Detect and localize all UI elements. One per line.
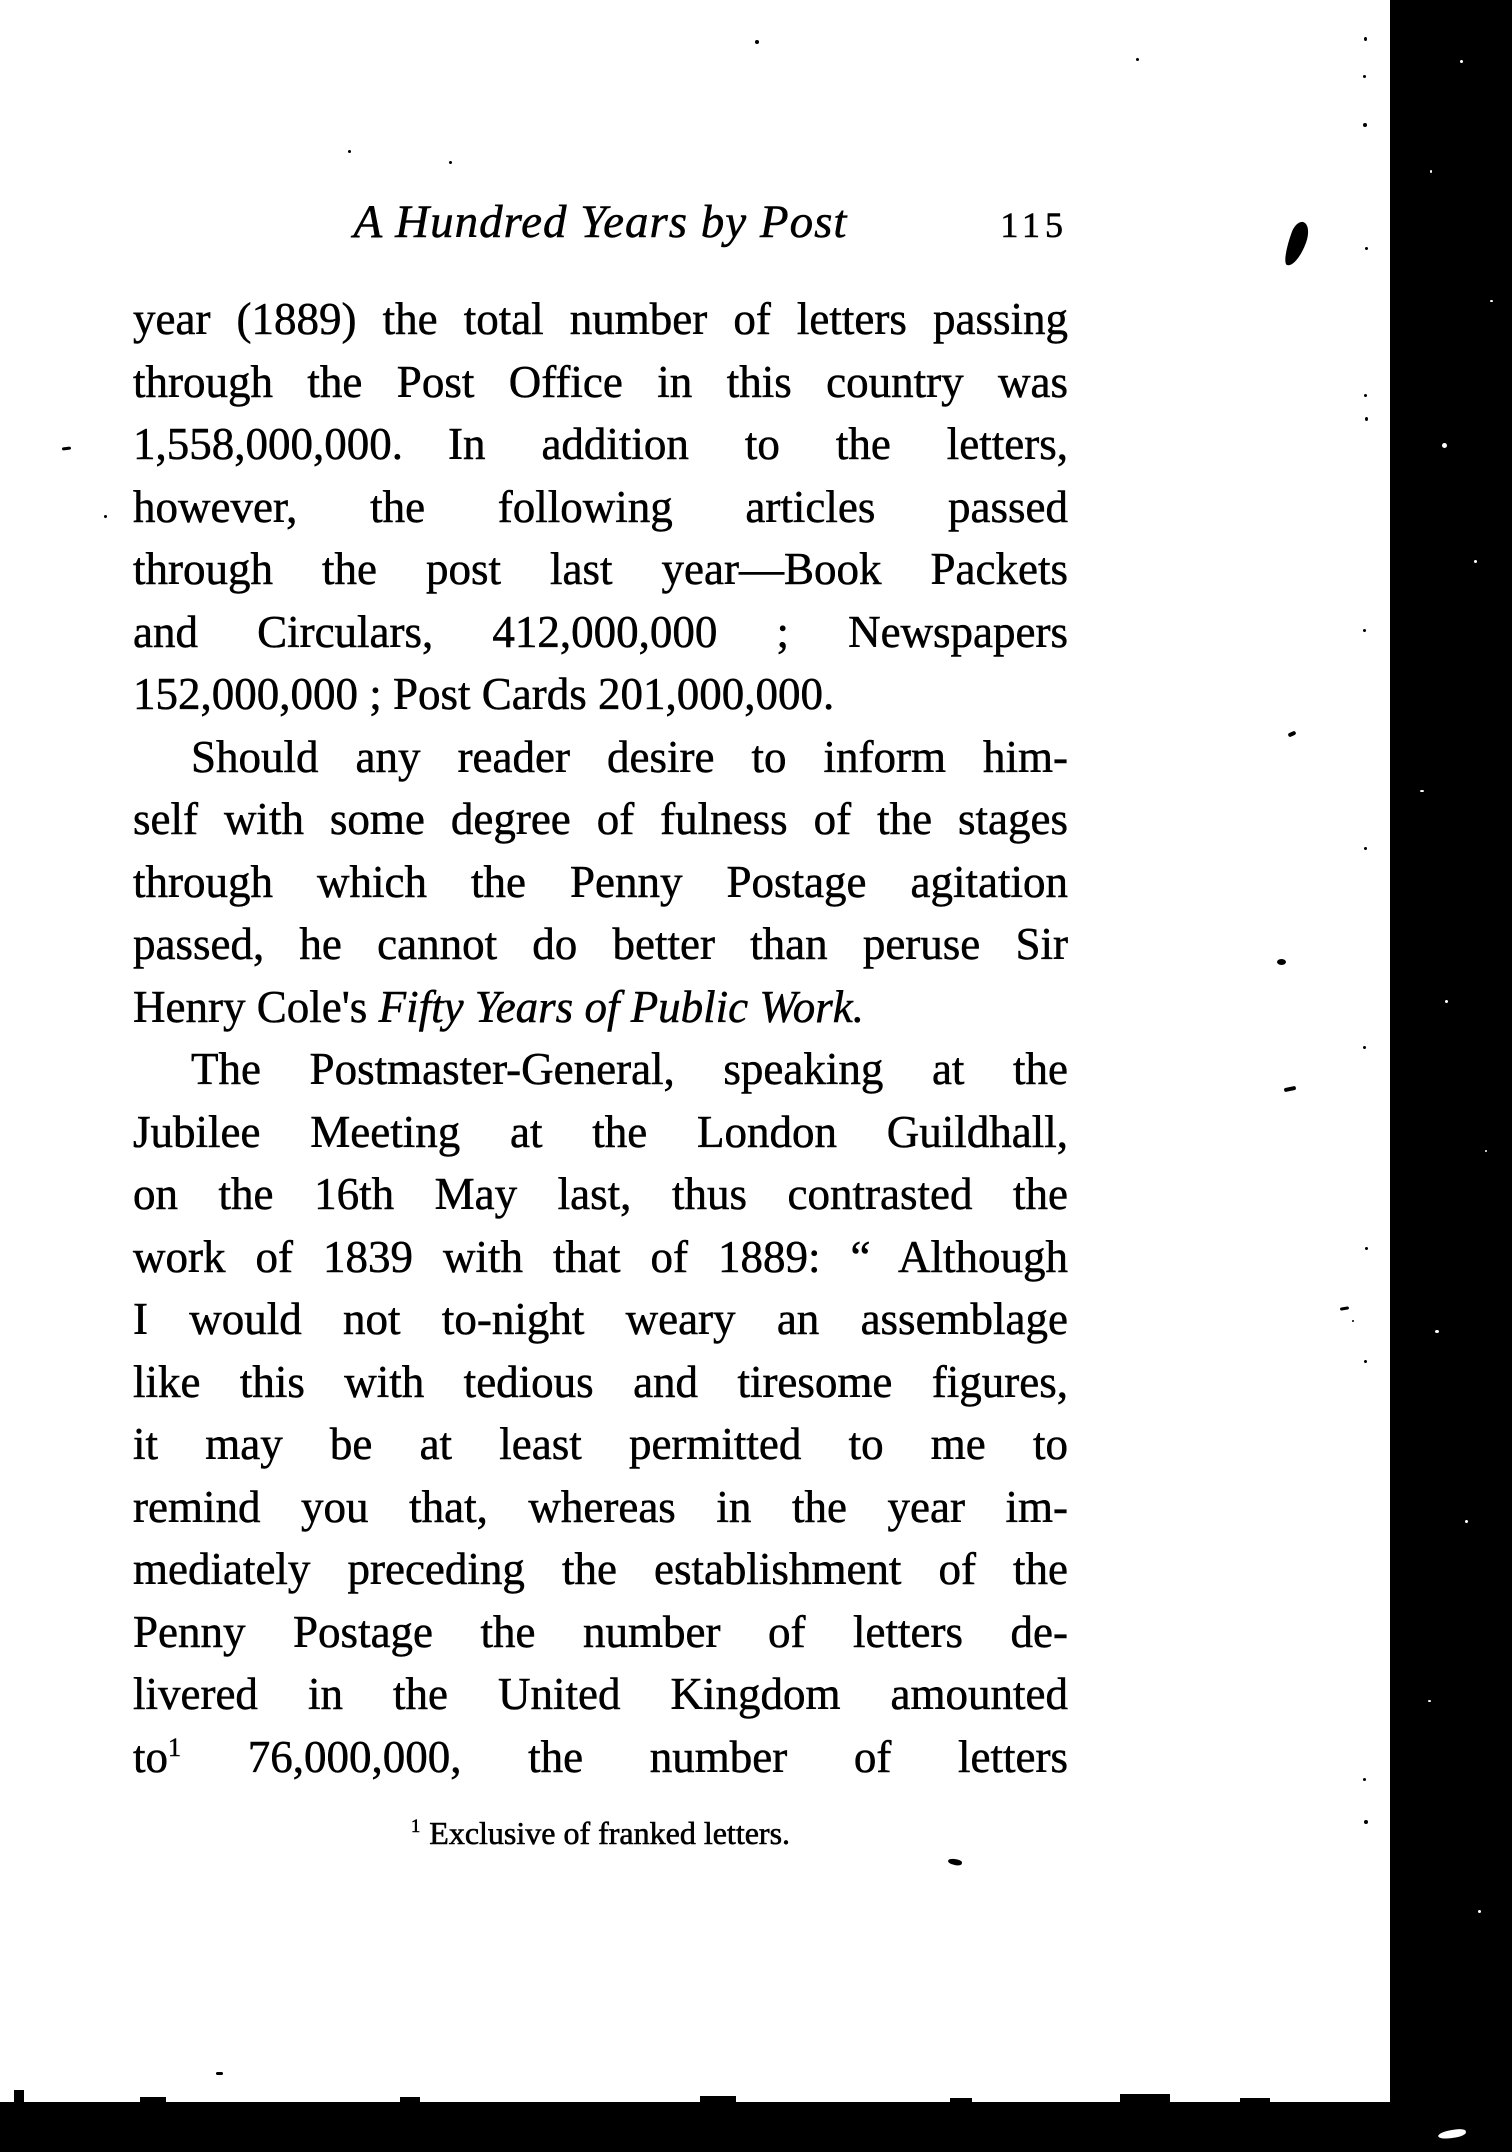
text-line [133, 1038, 1068, 1101]
speck [62, 446, 71, 450]
text-segment: 1,558,000,000. In addition to the letters, [133, 419, 1068, 469]
scan-noise-dot [1490, 300, 1493, 302]
page-number: 115 [1000, 205, 1068, 245]
speck [1284, 1086, 1297, 1092]
speck [755, 40, 759, 44]
scan-edge-bump [1120, 2094, 1170, 2103]
text-line [133, 851, 1068, 914]
text-segment: Penny Postage the number of letters de- [133, 1606, 1068, 1657]
text-line [133, 351, 1068, 414]
text-line [133, 601, 1068, 664]
text-line [133, 1413, 1068, 1476]
speck [1352, 1320, 1354, 1322]
speck [1365, 247, 1368, 250]
running-title: A Hundred Years by Post [353, 196, 848, 248]
text-line [133, 1476, 1068, 1539]
text-line [133, 538, 1068, 601]
running-header [133, 192, 1068, 255]
scan-noise-dot [1445, 1000, 1448, 1003]
scan-noise-dot [1478, 1910, 1481, 1913]
speck [1288, 730, 1297, 737]
scan-gutter-band [1390, 0, 1512, 2152]
text-segment: year (1889) the total number of letters passing [133, 294, 1068, 344]
speck [1364, 1820, 1368, 1824]
scan-noise-dot [1465, 1520, 1468, 1523]
scan-edge-bump [400, 2097, 420, 2103]
text-line [133, 1101, 1068, 1164]
text-line [133, 788, 1068, 851]
speck [1365, 1247, 1368, 1250]
text-segment: to [133, 1731, 169, 1782]
text-segment: The Postmaster-General, speaking at the [191, 1044, 1068, 1094]
text-line [133, 1226, 1068, 1289]
text-segment: self with some degree of fulness of the stages [133, 794, 1068, 844]
scan-noise-dot [1485, 1150, 1487, 1152]
text-segment: Henry Cole's [133, 981, 379, 1032]
text-segment: livered in the United Kingdom amounted [133, 1669, 1068, 1719]
text-segment: 152,000,000 ; Post Cards 201,000,000. [133, 669, 835, 719]
text-segment: through which the Penny Postage agitation [133, 856, 1068, 907]
text-line [133, 1663, 1068, 1726]
text-line [133, 288, 1068, 351]
scan-edge-bump [140, 2097, 166, 2103]
speck [449, 161, 452, 164]
text-segment: passed, he cannot do better than peruse Sir [133, 919, 1068, 969]
scan-bottom-band [0, 2102, 1512, 2152]
speck [1363, 75, 1366, 78]
text-line [133, 1538, 1068, 1601]
text-line [133, 913, 1068, 976]
text-line [133, 976, 1068, 1039]
text-segment: on the 16th May last, thus contrasted the [133, 1169, 1068, 1219]
scan-edge-bump [14, 2090, 24, 2102]
footnote-marker: 1 [410, 1816, 421, 1838]
text-line [133, 1288, 1068, 1351]
speck [348, 150, 351, 153]
scan-noise-dot [1442, 443, 1447, 448]
text-segment: however, the following articles passed [133, 481, 1068, 532]
scan-noise-dot [1420, 790, 1424, 792]
text-segment: I would not to-night weary an assemblage [133, 1294, 1068, 1344]
scan-noise-dot [1428, 1700, 1431, 1702]
speck [1364, 394, 1367, 397]
scan-noise-dot [1435, 1330, 1439, 1333]
speck [1365, 417, 1368, 421]
speck [216, 2072, 223, 2075]
speck [948, 1858, 963, 1867]
text-line [133, 663, 1068, 726]
speck [1363, 1046, 1366, 1049]
text-segment: Jubilee Meeting at the London Guildhall, [133, 1106, 1068, 1157]
text-segment: work of 1839 with that of 1889: “ Although [133, 1231, 1068, 1282]
scan-noise-dot [1460, 60, 1463, 63]
text-segment: like this with tedious and tiresome figures, [133, 1356, 1068, 1407]
speck [1363, 1778, 1366, 1781]
speck [1363, 123, 1367, 127]
text-segment: through the post last year—Book Packets [133, 544, 1068, 594]
footnote-reference: 1 [168, 1732, 182, 1762]
text-line [133, 413, 1068, 476]
footnote [133, 1812, 1068, 1854]
scan-edge-bump [700, 2096, 736, 2103]
text-segment: through the Post Office in this country was [133, 356, 1068, 407]
scan-edge-bump [1240, 2098, 1270, 2103]
header-spacer-right [847, 195, 1068, 255]
text-segment: Should any reader desire to inform him- [191, 731, 1068, 782]
speck [1136, 58, 1139, 61]
scan-noise-dot [1474, 560, 1477, 563]
ink-blot [1281, 219, 1313, 268]
footnote-text: Exclusive of franked letters. [429, 1815, 791, 1851]
text-segment: it may be at least permitted to me to [133, 1419, 1068, 1469]
text-segment: 76,000,000, the number of letters [181, 1731, 1068, 1782]
speck [1364, 847, 1367, 850]
scan-noise-dot [1430, 170, 1432, 173]
text-line [133, 1163, 1068, 1226]
text-line [133, 726, 1068, 789]
text-line [133, 1726, 1068, 1789]
scan-edge-bump [950, 2098, 972, 2103]
speck [1364, 1360, 1367, 1363]
body-text [133, 288, 1068, 1788]
text-line [133, 476, 1068, 539]
text-segment: mediately preceding the establishment of the [133, 1544, 1068, 1594]
speck [1363, 629, 1366, 632]
text-segment: Fifty Years of Public Work. [378, 981, 864, 1032]
speck [104, 515, 107, 518]
speck [1340, 1306, 1349, 1311]
speck [1364, 37, 1367, 41]
text-line [133, 1601, 1068, 1664]
text-line [133, 1351, 1068, 1414]
text-segment: remind you that, whereas in the year im- [133, 1481, 1068, 1532]
speck [1277, 959, 1286, 965]
text-segment: and Circulars, 412,000,000 ; Newspapers [133, 606, 1068, 657]
